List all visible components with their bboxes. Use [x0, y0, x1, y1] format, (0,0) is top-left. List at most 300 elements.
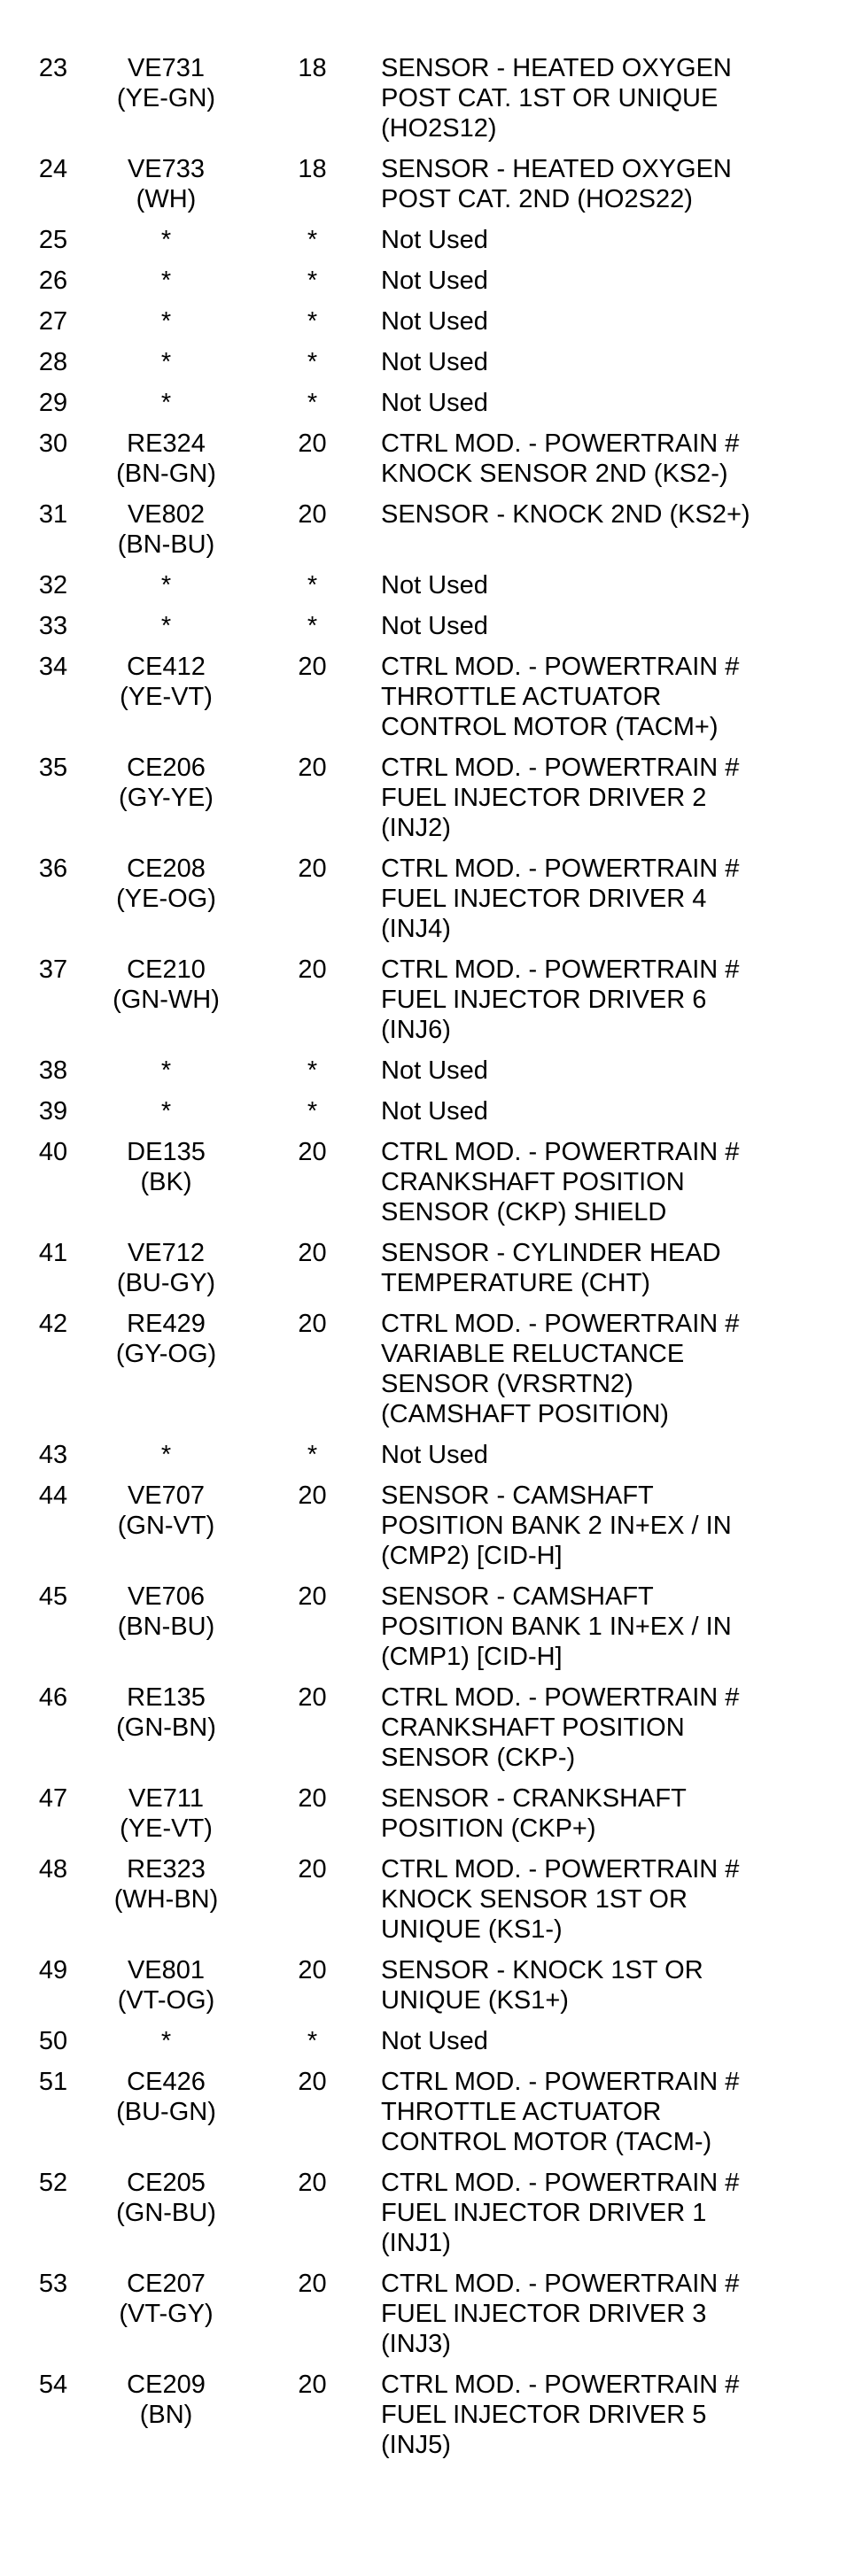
wire-gauge: 20	[298, 2169, 327, 2197]
pin-number-cell	[0, 854, 89, 955]
circuit-cell	[89, 1238, 244, 1309]
description-cell	[381, 225, 847, 266]
description-cell	[381, 1238, 847, 1309]
description-line: SENSOR - KNOCK 1ST OR	[381, 1956, 703, 1984]
gauge-cell	[244, 154, 381, 225]
description-cell	[381, 1783, 847, 1854]
pin-number-cell	[0, 1440, 89, 1481]
circuit-code: *	[160, 1441, 172, 1469]
description-line: FUEL INJECTOR DRIVER 1	[381, 2199, 707, 2227]
circuit-code: *	[160, 1056, 172, 1085]
description-line: CTRL MOD. - POWERTRAIN #	[381, 2068, 740, 2096]
pin-number: 47	[38, 1784, 68, 1813]
circuit-code: DE135	[127, 1138, 206, 1166]
circuit-code: CE205	[127, 2169, 206, 2197]
circuit-cell	[89, 388, 244, 429]
pin-number: 37	[38, 955, 68, 984]
circuit-code: *	[160, 267, 172, 295]
description-line: CONTROL MOTOR (TACM+)	[381, 713, 719, 741]
pin-number: 44	[38, 1481, 68, 1510]
description-line: CTRL MOD. - POWERTRAIN #	[381, 955, 740, 984]
wire-color: (WH-BN)	[113, 1885, 219, 1914]
pin-number-cell	[0, 1481, 89, 1582]
pin-number: 34	[38, 653, 68, 681]
pin-number-cell	[0, 1096, 89, 1137]
description-line: (HO2S12)	[381, 114, 497, 143]
description-line: (INJ6)	[381, 1016, 451, 1044]
pin-number: 50	[38, 2027, 68, 2055]
circuit-cell	[89, 854, 244, 955]
pin-number-cell	[0, 388, 89, 429]
circuit-cell	[89, 1683, 244, 1783]
description-line: SENSOR - KNOCK 2ND (KS2+)	[381, 500, 750, 529]
circuit-code: *	[160, 389, 172, 417]
description-line: Not Used	[381, 612, 488, 640]
description-line: UNIQUE (KS1+)	[381, 1986, 569, 2015]
description-line: Not Used	[381, 1441, 488, 1469]
description-line: SENSOR (CKP) SHIELD	[381, 1198, 667, 1226]
description-line: (CAMSHAFT POSITION)	[381, 1400, 669, 1428]
table-row	[0, 225, 847, 266]
description-line: POST CAT. 1ST OR UNIQUE	[381, 84, 719, 112]
pin-number-cell	[0, 1056, 89, 1096]
circuit-cell	[89, 1854, 244, 1955]
pin-number: 36	[38, 855, 68, 883]
wire-gauge: 20	[298, 1582, 327, 1611]
description-line: CTRL MOD. - POWERTRAIN #	[381, 1683, 740, 1712]
circuit-cell	[89, 347, 244, 388]
description-line: (INJ2)	[381, 814, 451, 842]
description-line: CONTROL MOTOR (TACM-)	[381, 2128, 712, 2156]
description-line: Not Used	[381, 348, 488, 376]
description-line: (CMP1) [CID-H]	[381, 1643, 563, 1671]
wire-color: (GN-BU)	[116, 2199, 216, 2227]
description-line: THROTTLE ACTUATOR	[381, 683, 662, 711]
pin-number-cell	[0, 2370, 89, 2471]
wire-color: (GN-BN)	[116, 1713, 216, 1742]
pin-number: 41	[38, 1239, 68, 1267]
circuit-cell	[89, 1137, 244, 1238]
table-row	[0, 1683, 847, 1783]
wire-color: (YE-GN)	[116, 84, 216, 112]
pin-number: 39	[38, 1097, 68, 1126]
gauge-cell	[244, 1783, 381, 1854]
circuit-code: *	[160, 226, 172, 254]
wire-color: (WH)	[136, 185, 197, 213]
wire-gauge: 20	[298, 754, 327, 782]
wire-gauge: 20	[298, 429, 327, 458]
wire-gauge: *	[307, 267, 318, 295]
pin-number-cell	[0, 1955, 89, 2026]
wire-gauge: 18	[298, 54, 327, 82]
circuit-code: *	[160, 2027, 172, 2055]
circuit-cell	[89, 225, 244, 266]
circuit-cell	[89, 1481, 244, 1582]
pin-number-cell	[0, 347, 89, 388]
table-row	[0, 753, 847, 854]
pin-number: 35	[38, 754, 68, 782]
pin-number-cell	[0, 2026, 89, 2067]
pin-number: 51	[38, 2068, 68, 2096]
pin-number: 31	[38, 500, 68, 529]
pin-number: 54	[38, 2371, 68, 2399]
description-cell	[381, 753, 847, 854]
pin-number-cell	[0, 53, 89, 154]
pin-number: 53	[38, 2270, 68, 2298]
gauge-cell	[244, 53, 381, 154]
circuit-cell	[89, 1440, 244, 1481]
description-line: CRANKSHAFT POSITION	[381, 1713, 685, 1742]
circuit-code: VE731	[127, 54, 206, 82]
description-line: SENSOR (CKP-)	[381, 1744, 576, 1772]
gauge-cell	[244, 611, 381, 652]
description-line: POSITION (CKP+)	[381, 1814, 596, 1843]
description-cell	[381, 1955, 847, 2026]
table-row	[0, 1238, 847, 1309]
description-cell	[381, 2370, 847, 2471]
wire-color: (GY-OG)	[115, 1340, 217, 1368]
wire-color: (YE-VT)	[120, 683, 213, 711]
circuit-cell	[89, 154, 244, 225]
gauge-cell	[244, 1854, 381, 1955]
gauge-cell	[244, 570, 381, 611]
gauge-cell	[244, 1309, 381, 1440]
circuit-code: VE733	[127, 155, 206, 183]
pin-number-cell	[0, 2269, 89, 2370]
description-line: (INJ5)	[381, 2431, 451, 2459]
table-row	[0, 499, 847, 570]
pin-number: 40	[38, 1138, 68, 1166]
description-line: THROTTLE ACTUATOR	[381, 2098, 662, 2126]
pin-number: 42	[38, 1310, 68, 1338]
table-row	[0, 429, 847, 499]
circuit-code: *	[160, 612, 172, 640]
description-line: POST CAT. 2ND (HO2S22)	[381, 185, 693, 213]
description-line: CTRL MOD. - POWERTRAIN #	[381, 855, 740, 883]
circuit-code: *	[160, 1097, 172, 1126]
circuit-cell	[89, 2370, 244, 2471]
table-row	[0, 1481, 847, 1582]
wire-gauge: *	[307, 571, 318, 600]
circuit-code: RE135	[127, 1683, 206, 1712]
pin-number: 33	[38, 612, 68, 640]
table-row	[0, 611, 847, 652]
description-cell	[381, 1440, 847, 1481]
description-cell	[381, 652, 847, 753]
pin-number-cell	[0, 611, 89, 652]
pin-number-cell	[0, 1783, 89, 1854]
pin-number: 43	[38, 1441, 68, 1469]
circuit-code: CE207	[127, 2270, 206, 2298]
description-cell	[381, 154, 847, 225]
description-cell	[381, 429, 847, 499]
pin-number: 23	[38, 54, 68, 82]
description-line: POSITION BANK 2 IN+EX / IN	[381, 1512, 732, 1540]
description-line: POSITION BANK 1 IN+EX / IN	[381, 1613, 732, 1641]
circuit-cell	[89, 753, 244, 854]
pinout-table	[0, 53, 847, 2471]
description-cell	[381, 1481, 847, 1582]
circuit-cell	[89, 1309, 244, 1440]
wire-color: (BN-GN)	[116, 460, 216, 488]
wire-gauge: *	[307, 1441, 318, 1469]
description-line: CTRL MOD. - POWERTRAIN #	[381, 653, 740, 681]
description-line: VARIABLE RELUCTANCE	[381, 1340, 685, 1368]
description-line: (INJ4)	[381, 915, 451, 943]
table-row	[0, 1056, 847, 1096]
circuit-cell	[89, 429, 244, 499]
description-line: CTRL MOD. - POWERTRAIN #	[381, 1855, 740, 1884]
table-row	[0, 266, 847, 306]
description-line: Not Used	[381, 267, 488, 295]
description-line: SENSOR - HEATED OXYGEN	[381, 54, 732, 82]
pin-number-cell	[0, 2168, 89, 2269]
circuit-code: VE712	[127, 1239, 206, 1267]
gauge-cell	[244, 652, 381, 753]
wire-gauge: 20	[298, 1481, 327, 1510]
circuit-cell	[89, 499, 244, 570]
wire-gauge: *	[307, 1097, 318, 1126]
table-row	[0, 306, 847, 347]
gauge-cell	[244, 347, 381, 388]
wire-gauge: 20	[298, 1683, 327, 1712]
wire-color: (BN-BU)	[117, 1613, 215, 1641]
circuit-code: RE429	[127, 1310, 206, 1338]
description-cell	[381, 1309, 847, 1440]
description-line: FUEL INJECTOR DRIVER 4	[381, 885, 707, 913]
pin-number-cell	[0, 429, 89, 499]
circuit-cell	[89, 955, 244, 1056]
description-line: CRANKSHAFT POSITION	[381, 1168, 685, 1196]
description-line: Not Used	[381, 571, 488, 600]
wire-gauge: *	[307, 348, 318, 376]
description-line: SENSOR - CAMSHAFT	[381, 1582, 654, 1611]
description-cell	[381, 1137, 847, 1238]
circuit-code: CE206	[127, 754, 206, 782]
wire-color: (BK)	[140, 1168, 192, 1196]
circuit-cell	[89, 652, 244, 753]
pin-number: 52	[38, 2169, 68, 2197]
gauge-cell	[244, 2370, 381, 2471]
description-line: Not Used	[381, 1056, 488, 1085]
wire-color: (BN-BU)	[117, 530, 215, 559]
description-line: CTRL MOD. - POWERTRAIN #	[381, 2371, 740, 2399]
table-row	[0, 388, 847, 429]
pinout-rows	[0, 53, 847, 2471]
description-cell	[381, 2026, 847, 2067]
gauge-cell	[244, 1440, 381, 1481]
gauge-cell	[244, 1582, 381, 1683]
description-line: TEMPERATURE (CHT)	[381, 1269, 650, 1297]
description-cell	[381, 570, 847, 611]
description-cell	[381, 1582, 847, 1683]
gauge-cell	[244, 753, 381, 854]
pin-number-cell	[0, 1683, 89, 1783]
description-cell	[381, 499, 847, 570]
circuit-cell	[89, 1096, 244, 1137]
pin-number-cell	[0, 225, 89, 266]
circuit-code: CE426	[127, 2068, 206, 2096]
table-row	[0, 652, 847, 753]
circuit-cell	[89, 2269, 244, 2370]
description-line: SENSOR - CRANKSHAFT	[381, 1784, 687, 1813]
wire-color: (BU-GY)	[116, 1269, 216, 1297]
circuit-cell	[89, 266, 244, 306]
pin-number: 25	[38, 226, 68, 254]
pin-number: 24	[38, 155, 68, 183]
pin-number-cell	[0, 1309, 89, 1440]
pin-number: 45	[38, 1582, 68, 1611]
pin-number-cell	[0, 1582, 89, 1683]
table-row	[0, 1440, 847, 1481]
gauge-cell	[244, 225, 381, 266]
description-line: SENSOR - CYLINDER HEAD	[381, 1239, 721, 1267]
description-cell	[381, 854, 847, 955]
circuit-code: *	[160, 571, 172, 600]
description-line: FUEL INJECTOR DRIVER 6	[381, 986, 707, 1014]
description-cell	[381, 955, 847, 1056]
circuit-code: VE706	[127, 1582, 206, 1611]
pin-number: 29	[38, 389, 68, 417]
wire-gauge: 20	[298, 1239, 327, 1267]
description-line: KNOCK SENSOR 2ND (KS2-)	[381, 460, 728, 488]
circuit-code: VE801	[127, 1956, 206, 1984]
table-row	[0, 854, 847, 955]
wire-gauge: *	[307, 2027, 318, 2055]
gauge-cell	[244, 1955, 381, 2026]
wire-gauge: 20	[298, 1956, 327, 1984]
description-line: UNIQUE (KS1-)	[381, 1915, 563, 1944]
pin-number-cell	[0, 1238, 89, 1309]
circuit-cell	[89, 1955, 244, 2026]
description-line: FUEL INJECTOR DRIVER 5	[381, 2401, 707, 2429]
gauge-cell	[244, 306, 381, 347]
description-cell	[381, 2168, 847, 2269]
circuit-cell	[89, 306, 244, 347]
pin-number-cell	[0, 154, 89, 225]
table-row	[0, 53, 847, 154]
pin-number: 30	[38, 429, 68, 458]
description-cell	[381, 306, 847, 347]
table-row	[0, 955, 847, 1056]
description-cell	[381, 266, 847, 306]
table-row	[0, 2067, 847, 2168]
circuit-cell	[89, 1582, 244, 1683]
pin-number: 38	[38, 1056, 68, 1085]
description-line: Not Used	[381, 307, 488, 336]
pin-number-cell	[0, 753, 89, 854]
gauge-cell	[244, 2168, 381, 2269]
pin-number-cell	[0, 1137, 89, 1238]
wire-color: (VT-GY)	[119, 2300, 214, 2328]
circuit-cell	[89, 2026, 244, 2067]
wire-gauge: 20	[298, 2371, 327, 2399]
pin-number-cell	[0, 570, 89, 611]
circuit-cell	[89, 570, 244, 611]
table-row	[0, 1783, 847, 1854]
wire-color: (GN-WH)	[113, 986, 220, 1014]
wire-gauge: 18	[298, 155, 327, 183]
circuit-cell	[89, 2067, 244, 2168]
gauge-cell	[244, 266, 381, 306]
description-cell	[381, 1056, 847, 1096]
description-cell	[381, 1096, 847, 1137]
pin-number-cell	[0, 1854, 89, 1955]
circuit-code: VE711	[128, 1784, 204, 1813]
description-line: SENSOR (VRSRTN2)	[381, 1370, 633, 1398]
circuit-cell	[89, 53, 244, 154]
description-line: CTRL MOD. - POWERTRAIN #	[381, 2169, 740, 2197]
circuit-code: *	[160, 348, 172, 376]
wire-gauge: 20	[298, 2068, 327, 2096]
description-line: Not Used	[381, 389, 488, 417]
description-cell	[381, 2269, 847, 2370]
gauge-cell	[244, 2269, 381, 2370]
description-line: SENSOR - CAMSHAFT	[381, 1481, 654, 1510]
gauge-cell	[244, 2026, 381, 2067]
table-row	[0, 1582, 847, 1683]
wire-gauge: 20	[298, 500, 327, 529]
description-cell	[381, 347, 847, 388]
circuit-cell	[89, 1783, 244, 1854]
description-cell	[381, 53, 847, 154]
table-row	[0, 1137, 847, 1238]
description-line: CTRL MOD. - POWERTRAIN #	[381, 1138, 740, 1166]
description-cell	[381, 388, 847, 429]
description-line: Not Used	[381, 1097, 488, 1126]
pin-number: 48	[38, 1855, 68, 1884]
circuit-code: CE210	[127, 955, 206, 984]
circuit-code: RE324	[127, 429, 206, 458]
circuit-cell	[89, 1056, 244, 1096]
gauge-cell	[244, 1238, 381, 1309]
description-line: (INJ1)	[381, 2229, 451, 2257]
description-cell	[381, 611, 847, 652]
wire-gauge: *	[307, 1056, 318, 1085]
description-line: CTRL MOD. - POWERTRAIN #	[381, 2270, 740, 2298]
description-line: CTRL MOD. - POWERTRAIN #	[381, 1310, 740, 1338]
wire-color: (GN-VT)	[117, 1512, 215, 1540]
table-row	[0, 2269, 847, 2370]
wire-color: (BN)	[139, 2401, 193, 2429]
description-line: KNOCK SENSOR 1ST OR	[381, 1885, 688, 1914]
wire-gauge: 20	[298, 955, 327, 984]
wire-gauge: 20	[298, 1784, 327, 1813]
gauge-cell	[244, 1137, 381, 1238]
table-row	[0, 1096, 847, 1137]
circuit-code: CE208	[127, 855, 206, 883]
wire-gauge: *	[307, 307, 318, 336]
pin-number: 46	[38, 1683, 68, 1712]
description-line: (INJ3)	[381, 2330, 451, 2358]
gauge-cell	[244, 1481, 381, 1582]
table-row	[0, 570, 847, 611]
table-row	[0, 154, 847, 225]
pin-number-cell	[0, 499, 89, 570]
gauge-cell	[244, 429, 381, 499]
description-line: SENSOR - HEATED OXYGEN	[381, 155, 732, 183]
pin-number-cell	[0, 2067, 89, 2168]
wire-gauge: 20	[298, 1310, 327, 1338]
wire-gauge: 20	[298, 1138, 327, 1166]
gauge-cell	[244, 854, 381, 955]
wire-gauge: 20	[298, 855, 327, 883]
description-line: FUEL INJECTOR DRIVER 3	[381, 2300, 707, 2328]
circuit-code: *	[160, 307, 172, 336]
wire-gauge: *	[307, 389, 318, 417]
pin-number-cell	[0, 306, 89, 347]
gauge-cell	[244, 388, 381, 429]
